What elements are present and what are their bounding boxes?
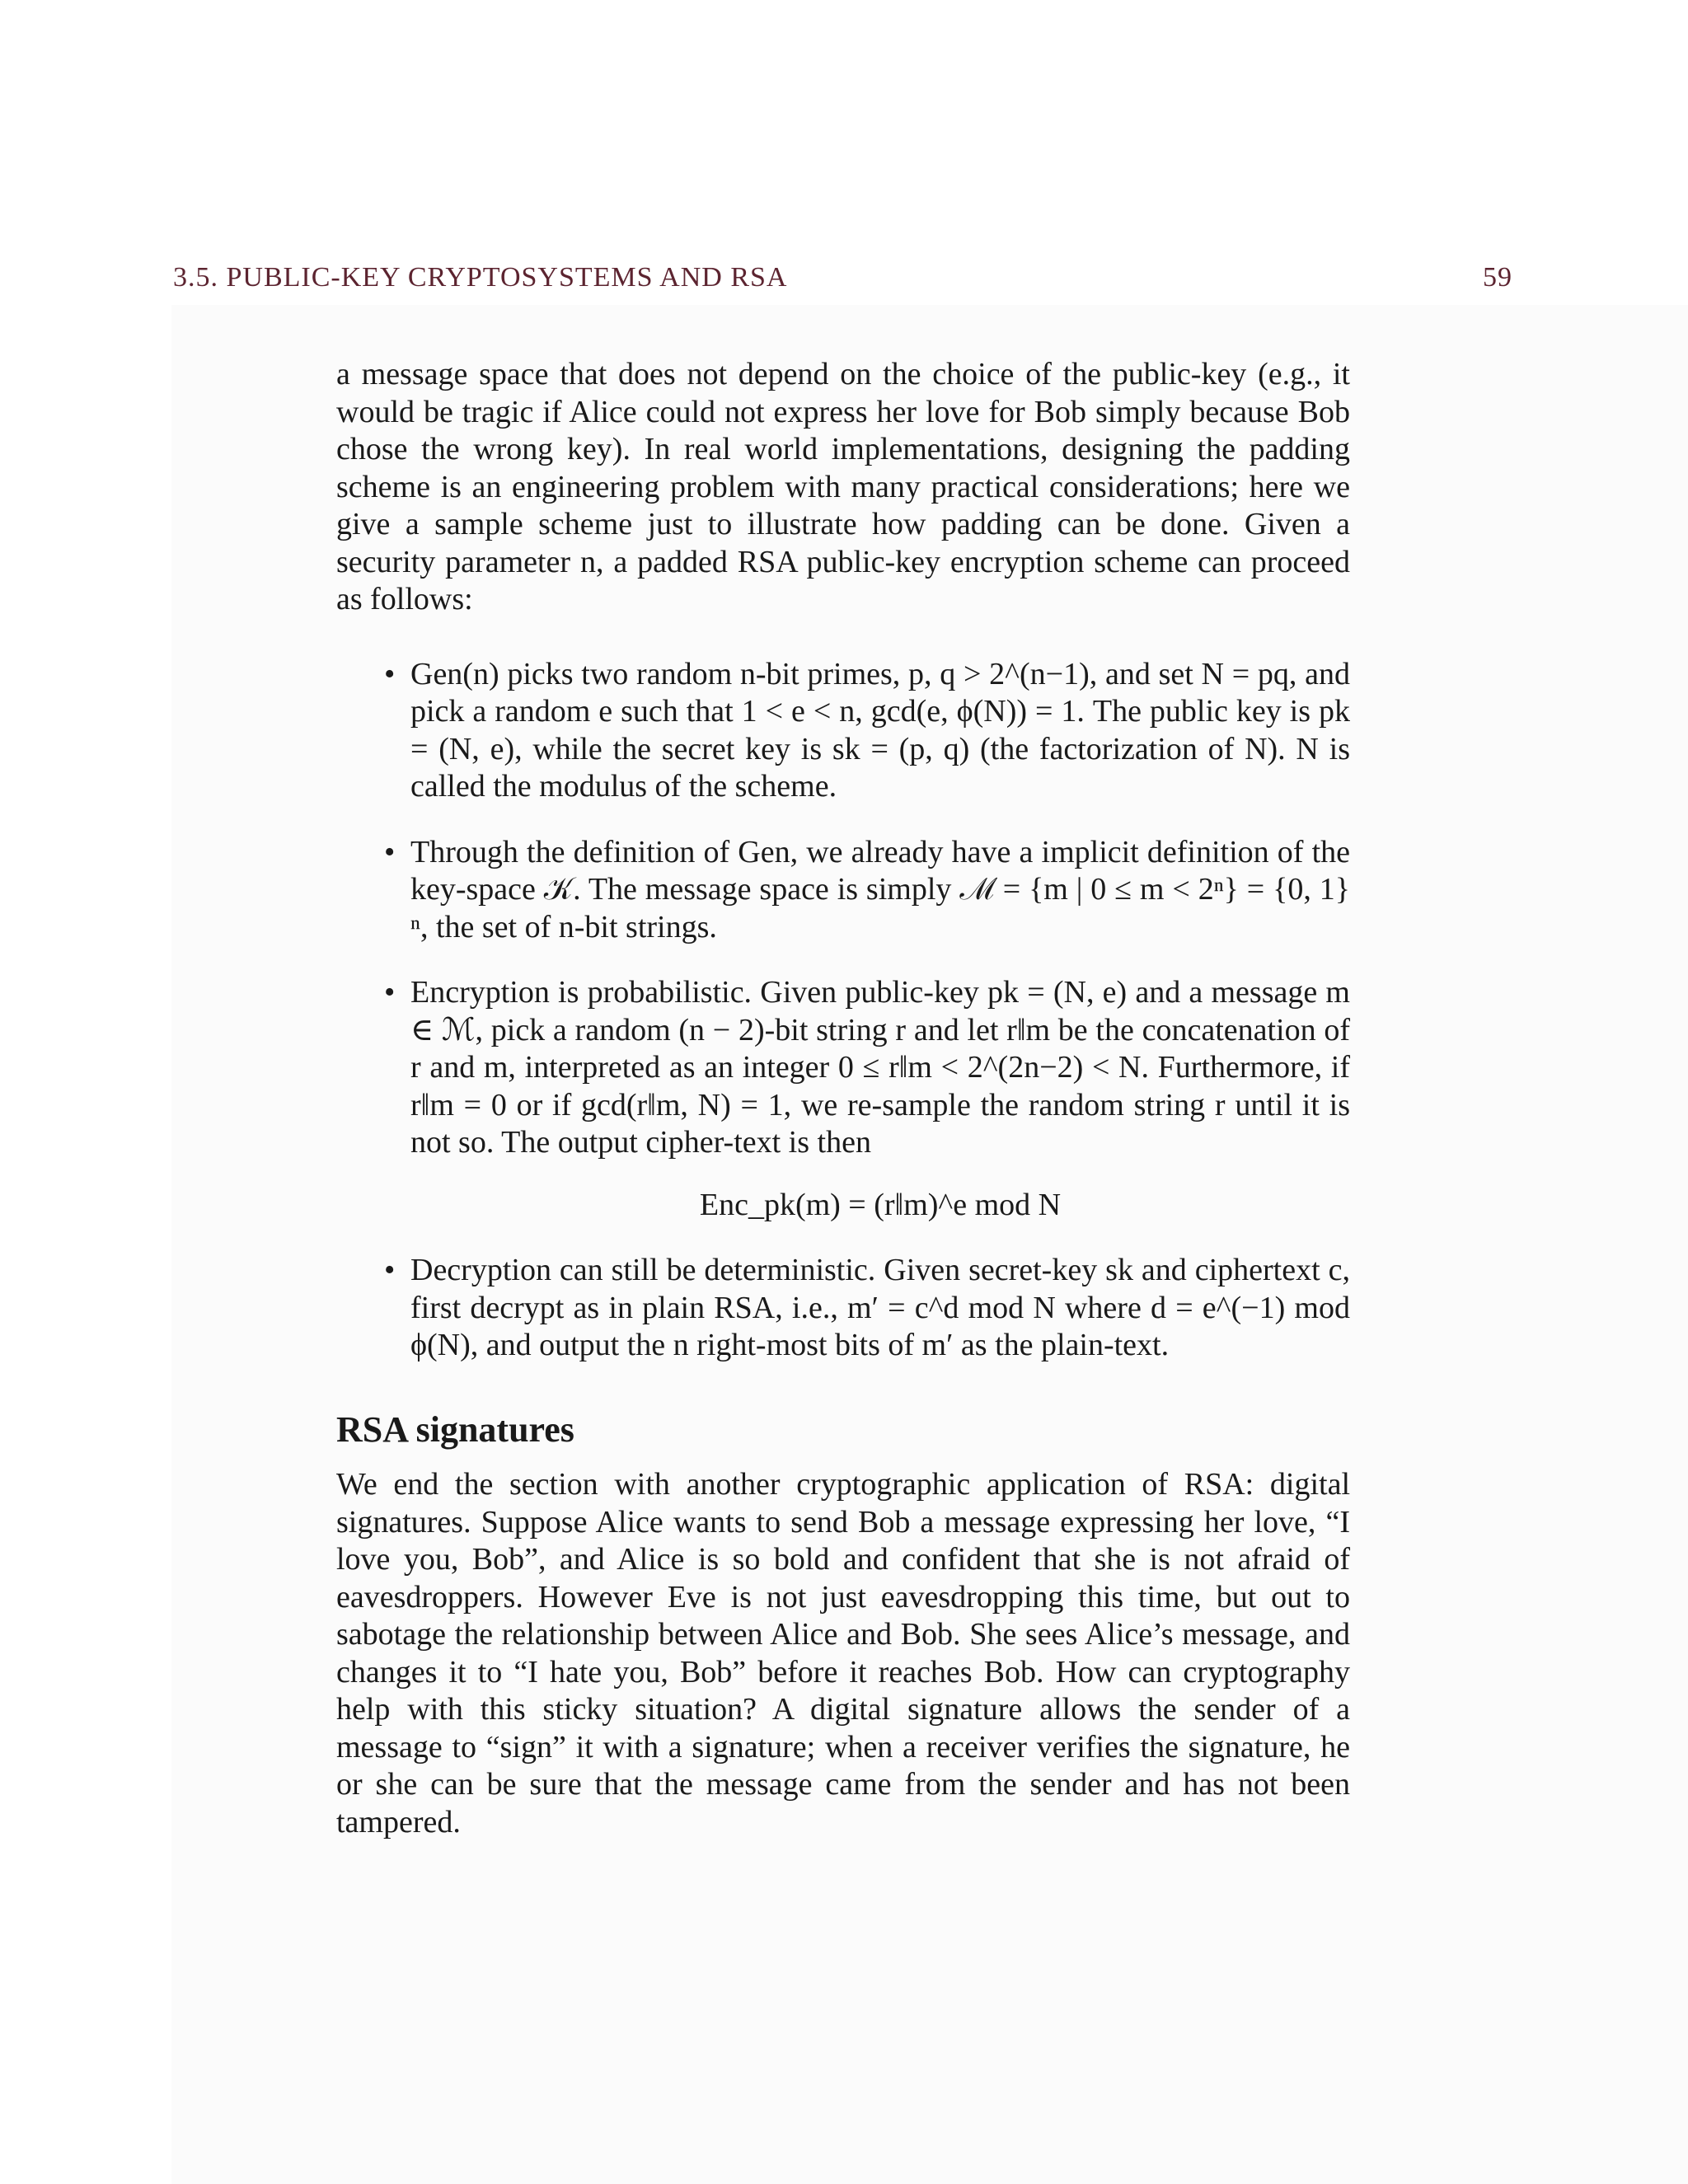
bullet-icon: • [384,834,396,869]
list-item-text: Decryption can still be deterministic. Given secret-key sk and ciphertext c, first decrypt as in plain RSA, i.e., m′ = c^d mod N where d = e^(−1) mod ϕ(N), and output the n right-most bits of m′ as the plain-text. [410,1253,1350,1362]
list-item-text: Gen(n) picks two random n-bit primes, p, q > 2^(n−1), and set N = pq, and pick a random e such that 1 < e < n, gcd(e, ϕ(N)) = 1. The public key is pk = (N, e), while the secret key is sk = (p, q) (the factorization of N). N is called the modulus of the scheme. [410,656,1350,804]
bullet-icon: • [384,1253,396,1287]
page-number: 59 [1483,262,1512,293]
list-item-gen [336,656,1350,806]
body-text [336,356,1350,1841]
section-title: 3.5. PUBLIC-KEY CRYPTOSYSTEMS AND RSA [173,262,788,293]
list-item-text: Through the definition of Gen, we already have a implicit definition of the key-space 𝒦. The message space is simply ℳ = {m | 0 ≤ m < 2ⁿ} = {0, 1}ⁿ, the set of n-bit strings. [410,834,1350,944]
running-header [173,262,1512,298]
bullet-icon: • [384,975,396,1010]
encryption-equation: Enc_pk(m) = (r‖m)^e mod N [699,1187,1062,1222]
bullet-icon: • [384,656,396,691]
signatures-paragraph: We end the section with another cryptographic application of RSA: digital signatures. Suppose Alice wants to send Bob a message expressing her love, “I love you, Bob”, and Alice is so bold and confident that she is not afraid of eavesdroppers. However Eve is not just eavesdropping this time, but out to sabotage the relationship between Alice and Bob. She sees Alice’s message, and changes it to “I hate you, Bob” before it reaches Bob. How can cryptography help with this sticky situation? A digital signature allows the sender of a message to “sign” it with a signature; when a receiver verifies the signature, he or she can be sure that the message came from the sender and has not been tampered. [336,1467,1350,1840]
intro-paragraph: a message space that does not depend on the choice of the public-key (e.g., it would be tragic if Alice could not express her love for Bob simply because Bob chose the wrong key). In real world implementations, designing the padding scheme is an engineering problem with many practical considerations; here we give a sample scheme just to illustrate how padding can be done. Given a security parameter n, a padded RSA public-key encryption scheme can proceed as follows: [336,357,1350,616]
subsection-heading: RSA signatures [336,1408,574,1450]
list-item-text: Encryption is probabilistic. Given public-key pk = (N, e) and a message m ∈ ℳ, pick a random (n − 2)-bit string r and let r‖m be the concatenation of r and m, interpreted as an integer 0 ≤ r‖m < 2^(2n−2) < N. Furthermore, if r‖m = 0 or if gcd(r‖m, N) = 1, we re-sample the random string r until it is not so. The output cipher-text is then [410,975,1350,1160]
list-item-decryption [336,1252,1350,1365]
list-item-keyspace [336,834,1350,947]
list-item-encryption [336,974,1350,1224]
scheme-steps-list [336,656,1350,1365]
